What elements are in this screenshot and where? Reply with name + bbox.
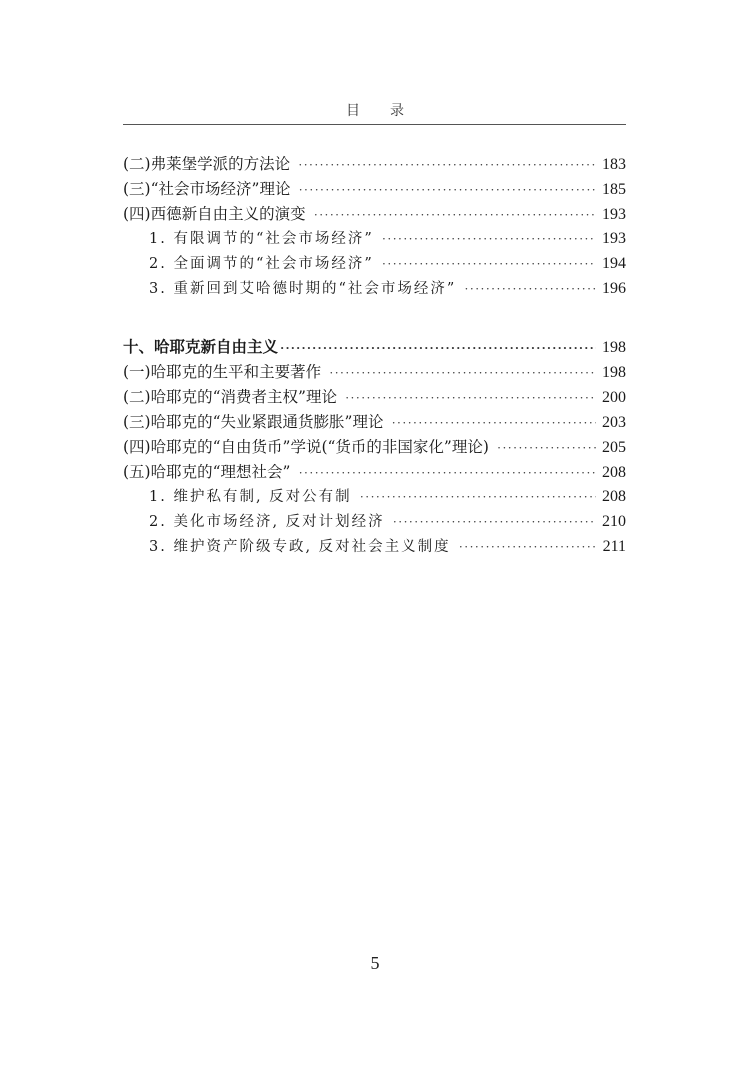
- toc-entry-page: 193: [602, 206, 626, 223]
- toc-entry[interactable]: [123, 360, 626, 384]
- toc-entry[interactable]: [123, 510, 626, 534]
- toc-entry-page: 208: [602, 488, 626, 505]
- toc-entry-title: 2. 全面调节的“社会市场经济”: [149, 256, 374, 272]
- toc-entry-page: 211: [602, 538, 626, 555]
- toc-entry-title: 十、哈耶克新自由主义: [123, 338, 279, 356]
- toc-entry[interactable]: [123, 460, 626, 484]
- toc-entry-page: 205: [602, 439, 626, 456]
- toc-entry[interactable]: [123, 410, 626, 434]
- dot-leader: [314, 203, 596, 227]
- toc-entry-title: 2. 美化市场经济, 反对计划经济: [149, 514, 385, 530]
- toc-entry-title: (五)哈耶克的“理想社会”: [123, 463, 291, 481]
- toc-entry-page: 210: [602, 513, 626, 530]
- toc-entry[interactable]: [123, 535, 626, 559]
- toc-entry-title: 1. 维护私有制, 反对公有制: [149, 489, 352, 505]
- toc-entry-title: (三)“社会市场经济”理论: [123, 180, 291, 198]
- toc-entry-page: 208: [602, 464, 626, 481]
- page-number: 5: [370, 953, 380, 973]
- toc-entry-page: 198: [602, 364, 626, 381]
- toc-entry[interactable]: [123, 385, 626, 409]
- dot-leader: [329, 361, 596, 385]
- toc-entry[interactable]: [123, 202, 626, 226]
- dot-leader: [298, 153, 596, 177]
- toc-entry[interactable]: [123, 227, 626, 251]
- dot-leader: [393, 510, 596, 534]
- toc-entry[interactable]: [123, 177, 626, 201]
- toc-chapter-entry[interactable]: [123, 335, 626, 359]
- toc-entry[interactable]: [123, 485, 626, 509]
- toc-entry[interactable]: [123, 252, 626, 276]
- toc-entry-page: 183: [602, 156, 626, 173]
- running-header: 目录: [346, 103, 434, 119]
- toc-entry-page: 196: [602, 280, 626, 297]
- toc-entry-title: (一)哈耶克的生平和主要著作: [123, 363, 322, 381]
- toc-entry-page: 200: [602, 389, 626, 406]
- dot-leader: [298, 461, 596, 485]
- toc-entry-page: 185: [602, 181, 626, 198]
- toc-entry-title: (四)西德新自由主义的演变: [123, 205, 306, 223]
- dot-leader: [382, 252, 596, 276]
- header-rule: [123, 124, 626, 125]
- dot-leader: [464, 277, 596, 301]
- toc-entry[interactable]: [123, 435, 626, 459]
- toc-entry[interactable]: [123, 152, 626, 176]
- toc-entry[interactable]: [123, 277, 626, 301]
- toc-entry-title: 3. 重新回到艾哈德时期的“社会市场经济”: [149, 281, 457, 297]
- toc-entry-title: 3. 维护资产阶级专政, 反对社会主义制度: [149, 539, 451, 555]
- dot-leader: [459, 535, 597, 559]
- dot-leader: [497, 436, 596, 460]
- toc-entry-title: (三)哈耶克的“失业紧跟通货膨胀”理论: [123, 413, 384, 431]
- dot-leader: [360, 485, 596, 509]
- toc-entry-page: 203: [602, 414, 626, 431]
- dot-leader: [280, 336, 596, 360]
- dot-leader: [382, 227, 596, 251]
- toc-entry-title: 1. 有限调节的“社会市场经济”: [149, 231, 374, 247]
- toc-entry-page: 194: [602, 255, 626, 272]
- toc-entry-title: (二)哈耶克的“消费者主权”理论: [123, 388, 337, 406]
- toc-entry-title: (四)哈耶克的“自由货币”学说(“货币的非国家化”理论): [123, 438, 489, 456]
- dot-leader: [298, 178, 596, 202]
- toc-entry-title: (二)弗莱堡学派的方法论: [123, 155, 291, 173]
- dot-leader: [345, 386, 596, 410]
- dot-leader: [391, 411, 596, 435]
- toc-entry-page: 193: [602, 230, 626, 247]
- toc-entry-page: 198: [602, 339, 626, 356]
